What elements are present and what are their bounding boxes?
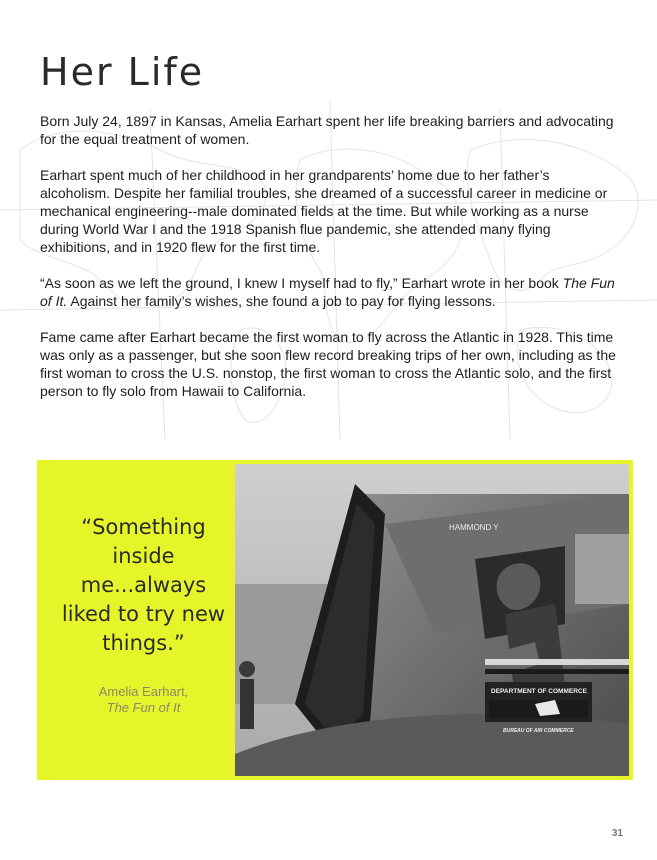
inline-quote: “As soon as we left the ground, I knew I myself had to fly,” Earhart wrote in her book — [40, 275, 559, 291]
book-title: The Fun of It. — [40, 275, 615, 309]
article-body — [40, 112, 620, 418]
pullquote-work: The Fun of It — [106, 700, 181, 715]
paragraph-childhood: Earhart spent much of her childhood in her grandparents’ home due to her father’s alcoholism. Despite her familial troubles, she dreamed of a successful career in medicine or mechanical engineering--male dominated fields at the time. But while working as a nurse during World War I and the 1918 Spanish flue pandemic, she attended many flying exhibitions, and in 1920 flew for the first time. — [40, 167, 608, 255]
paragraph-quote — [40, 274, 620, 310]
airplane-photo-illustration — [235, 464, 629, 776]
page-number: 31 — [611, 828, 623, 839]
sign-department-text: DEPARTMENT OF COMMERCE — [491, 688, 587, 695]
pullquote-text: “Something inside me...always liked to try new things.” — [61, 515, 226, 655]
page-title: Her Life — [40, 50, 205, 94]
sign-bureau-text: BUREAU OF AIR COMMERCE — [503, 728, 574, 734]
pullquote-box — [37, 460, 250, 780]
paragraph-quote-rest: Against her family’s wishes, she found a job to pay for flying lessons. — [70, 293, 496, 309]
earhart-photo — [231, 460, 633, 780]
plane-registration-label: HAMMOND Y — [449, 523, 499, 532]
pullquote-attribution: Amelia Earhart, — [98, 684, 189, 699]
paragraph-birth: Born July 24, 1897 in Kansas, Amelia Earhart spent her life breaking barriers and advocating for the equal treatment of women. — [40, 113, 614, 147]
feature-panel — [37, 460, 633, 780]
paragraph-fame: Fame came after Earhart became the first woman to fly across the Atlantic in 1928. This time was only as a passenger, but she soon flew record breaking trips of her own, including as the first woman to cross the U.S. nonstop, the first woman to cross the Atlantic solo, and the first person to fly solo from Hawaii to California. — [40, 329, 616, 399]
